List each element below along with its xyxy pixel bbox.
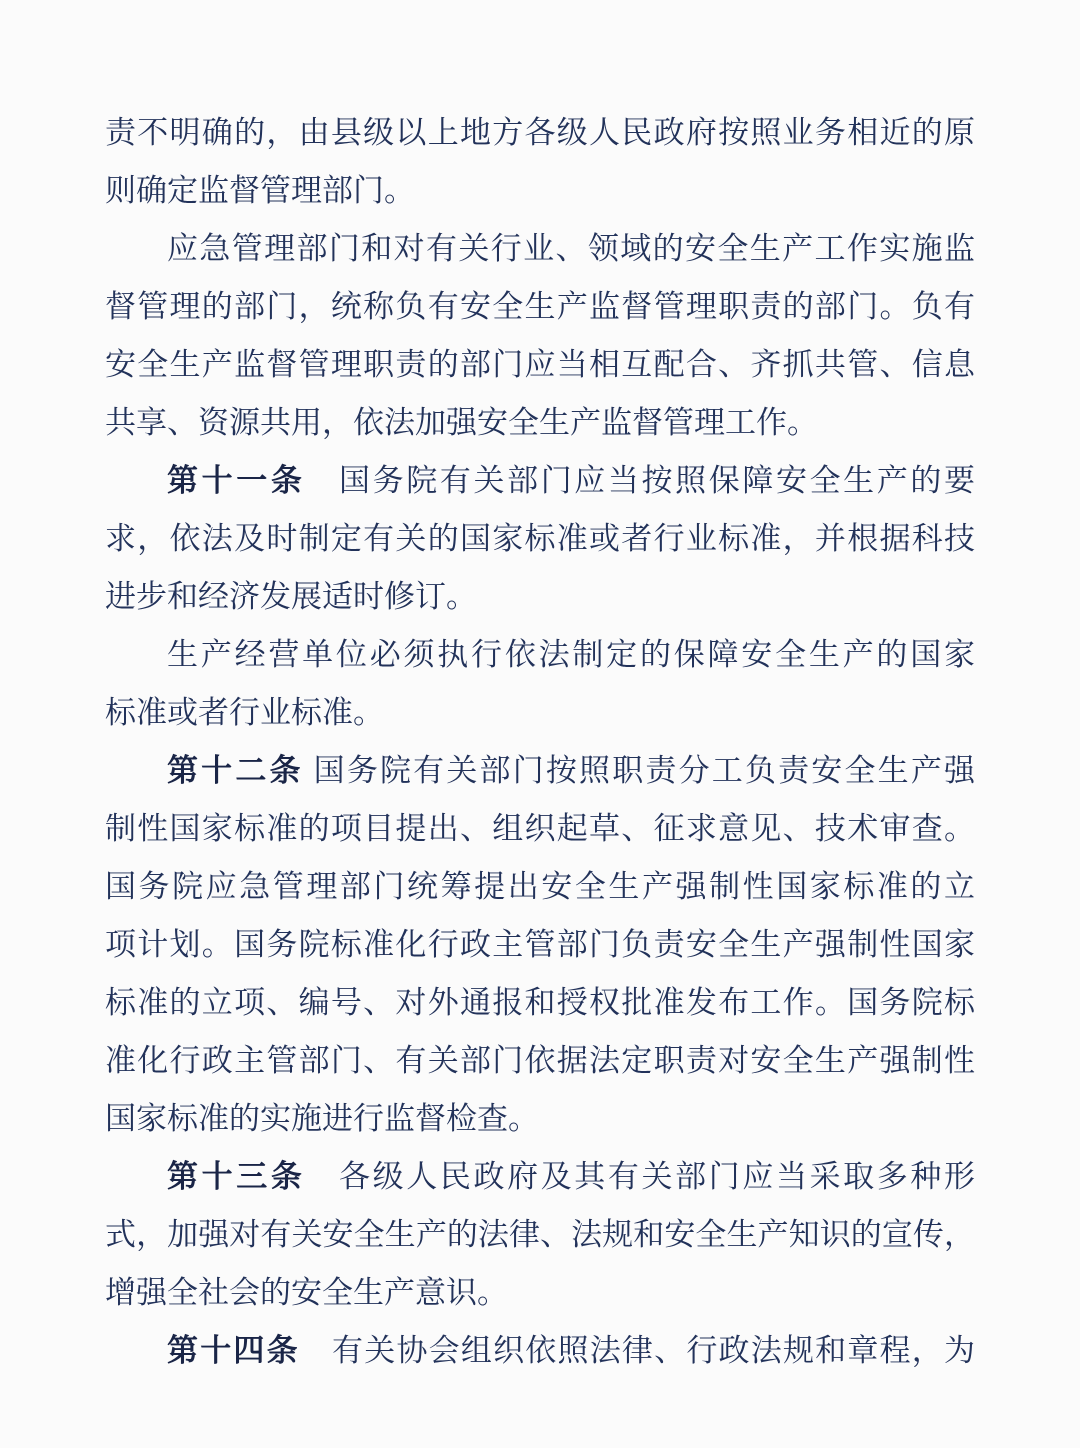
- line-text: 应急管理部门和对有关行业、领域的安全生产工作实施监: [167, 231, 975, 266]
- text-line: [105, 974, 975, 1032]
- line-text: 生产经营单位必须执行依法制定的保障安全生产的国家: [167, 637, 975, 672]
- line-text: 国家标准的实施进行监督检查。: [105, 1101, 539, 1136]
- text-line: [105, 1322, 975, 1380]
- text-line: [105, 742, 975, 800]
- line-text: 有关协会组织依照法律、行政法规和章程，为: [299, 1333, 976, 1368]
- line-text: 国务院有关部门按照职责分工负责安全生产强: [303, 753, 976, 788]
- text-line: [105, 162, 975, 220]
- text-line: [105, 1264, 975, 1322]
- line-text: 式，加强对有关安全生产的法律、法规和安全生产知识的宣传，: [105, 1217, 975, 1252]
- text-line: [105, 800, 975, 858]
- text-line: [105, 916, 975, 974]
- article-number-heading: 第十一条: [167, 463, 306, 498]
- text-line: [105, 684, 975, 742]
- line-text: 国务院应急管理部门统筹提出安全生产强制性国家标准的立: [105, 869, 975, 904]
- line-text: 则确定监督管理部门。: [105, 173, 415, 208]
- line-text: 增强全社会的安全生产意识。: [105, 1275, 508, 1310]
- text-line: [105, 452, 975, 510]
- law-text-block: [105, 104, 975, 1380]
- text-line: [105, 394, 975, 452]
- line-text: 督管理的部门，统称负有安全生产监督管理职责的部门。负有: [105, 289, 975, 324]
- line-text: 准化行政主管部门、有关部门依据法定职责对安全生产强制性: [105, 1043, 975, 1078]
- line-text: 标准的立项、编号、对外通报和授权批准发布工作。国务院标: [105, 985, 975, 1020]
- article-number-heading: 第十三条: [167, 1159, 306, 1194]
- line-text: 项计划。国务院标准化行政主管部门负责安全生产强制性国家: [105, 927, 975, 962]
- text-line: [105, 336, 975, 394]
- line-text: 国务院有关部门应当按照保障安全生产的要: [305, 463, 976, 498]
- text-line: [105, 510, 975, 568]
- line-text: 制性国家标准的项目提出、组织起草、征求意见、技术审查。: [105, 811, 975, 846]
- text-line: [105, 220, 975, 278]
- text-line: [105, 568, 975, 626]
- text-line: [105, 1148, 975, 1206]
- article-number-heading: 第十四条: [167, 1333, 300, 1368]
- line-text: 安全生产监督管理职责的部门应当相互配合、齐抓共管、信息: [105, 347, 975, 382]
- article-number-heading: 第十二条: [167, 753, 304, 788]
- text-line: [105, 858, 975, 916]
- line-text: 标准或者行业标准。: [105, 695, 384, 730]
- text-line: [105, 1090, 975, 1148]
- line-text: 进步和经济发展适时修订。: [105, 579, 477, 614]
- line-text: 求，依法及时制定有关的国家标准或者行业标准，并根据科技: [105, 521, 975, 556]
- text-line: [105, 104, 975, 162]
- line-text: 责不明确的，由县级以上地方各级人民政府按照业务相近的原: [105, 115, 975, 150]
- text-line: [105, 1032, 975, 1090]
- text-line: [105, 1206, 975, 1264]
- line-text: 共享、资源共用，依法加强安全生产监督管理工作。: [105, 405, 818, 440]
- text-line: [105, 626, 975, 684]
- text-line: [105, 278, 975, 336]
- line-text: 各级人民政府及其有关部门应当采取多种形: [305, 1159, 976, 1194]
